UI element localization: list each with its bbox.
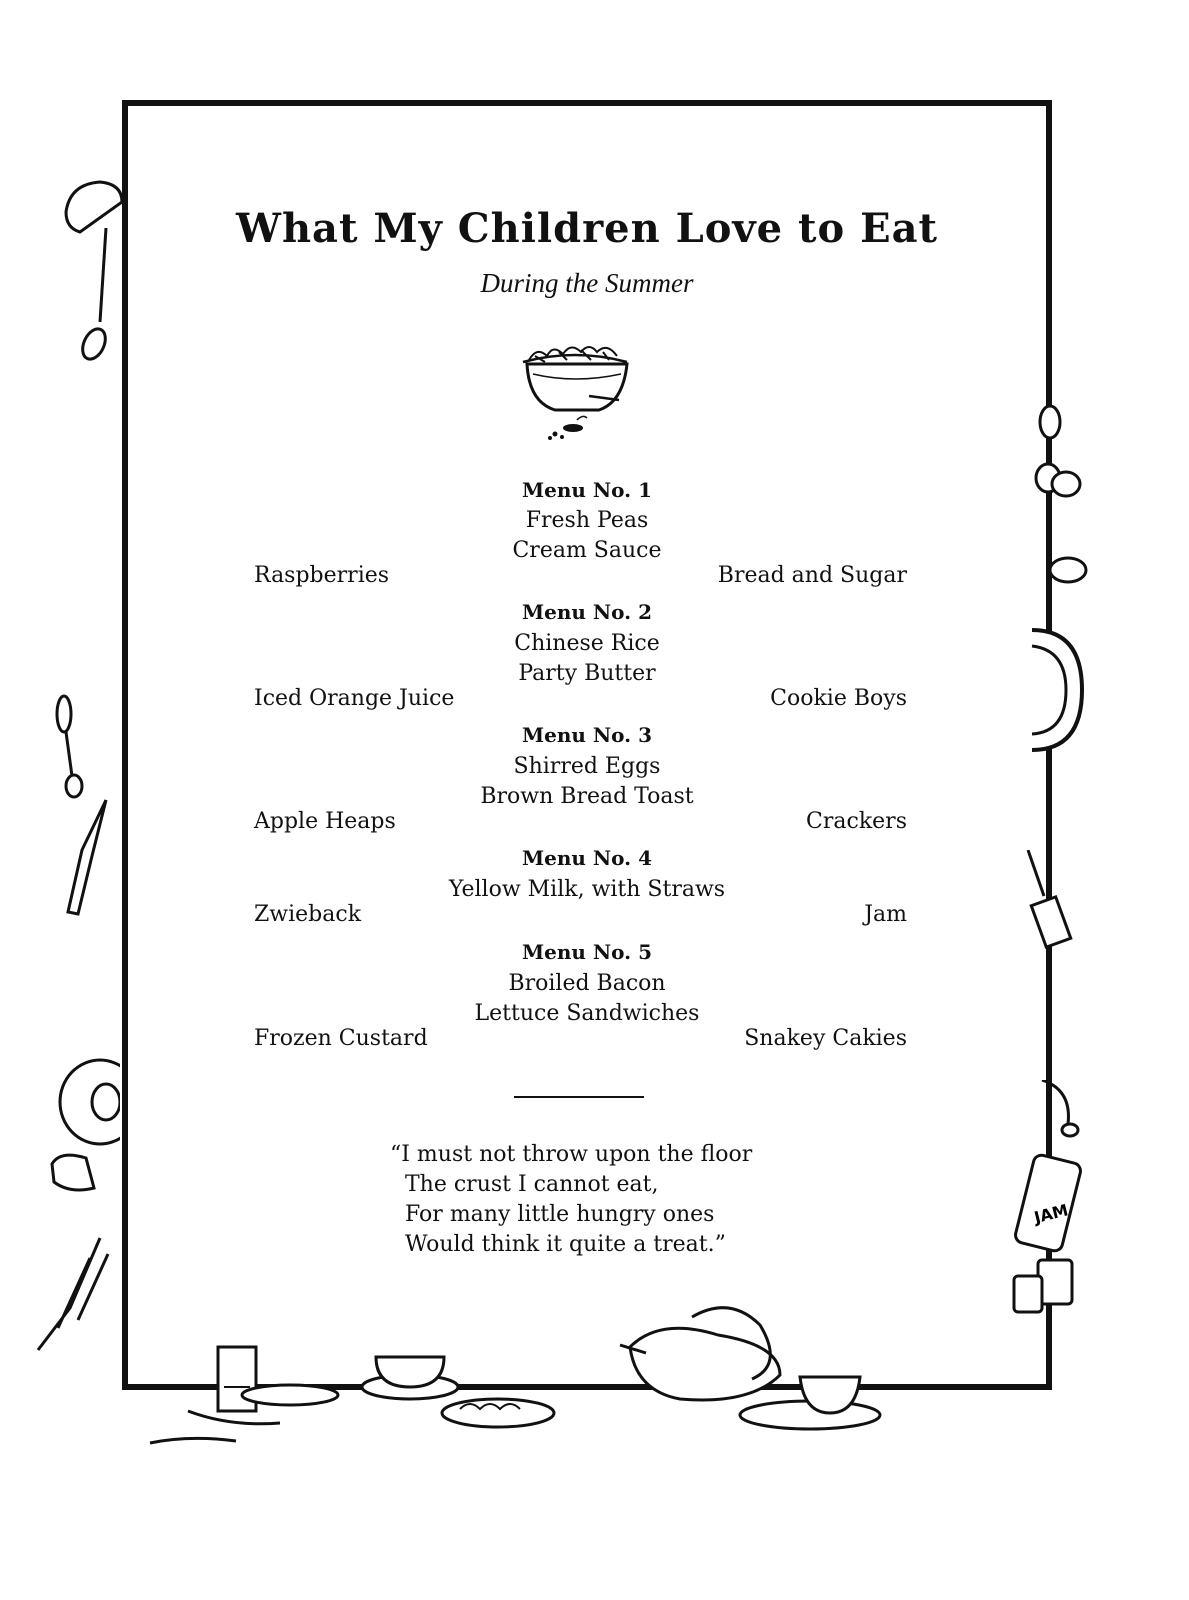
salad-bowl-icon bbox=[515, 340, 640, 450]
divider bbox=[514, 1096, 644, 1098]
menu-5-left-item: Frozen Custard bbox=[254, 1026, 428, 1051]
menu-2-left-item: Iced Orange Juice bbox=[254, 686, 455, 711]
poem-line: The crust I cannot eat, bbox=[405, 1172, 659, 1197]
rolled-napkin-icon bbox=[1020, 850, 1090, 950]
cookies-icon bbox=[1022, 400, 1092, 600]
menu-5-heading: Menu No. 5 bbox=[521, 940, 653, 964]
poem-line: For many little hungry ones bbox=[405, 1202, 715, 1227]
menu-1-heading: Menu No. 1 bbox=[521, 478, 653, 502]
saucer-and-fork-icon bbox=[30, 1058, 120, 1358]
menu-2-item: Party Butter bbox=[518, 661, 656, 686]
jam-jar-icon bbox=[1012, 1080, 1092, 1320]
menu-4-right-item: Jam bbox=[864, 902, 907, 927]
menu-3-left-item: Apple Heaps bbox=[254, 809, 396, 834]
menu-5-item: Lettuce Sandwiches bbox=[474, 1001, 700, 1026]
menu-1-item: Fresh Peas bbox=[525, 508, 649, 533]
menu-2-heading: Menu No. 2 bbox=[521, 600, 653, 624]
menu-1-item: Cream Sauce bbox=[512, 538, 662, 563]
menu-1-right-item: Bread and Sugar bbox=[717, 563, 907, 588]
menu-4-item: Yellow Milk, with Straws bbox=[448, 877, 726, 902]
menu-2-right-item: Cookie Boys bbox=[770, 686, 907, 711]
menu-4-left-item: Zwieback bbox=[254, 902, 362, 927]
menu-3-item: Brown Bread Toast bbox=[480, 784, 694, 809]
menu-3-right-item: Crackers bbox=[806, 809, 907, 834]
menu-5-item: Broiled Bacon bbox=[508, 971, 666, 996]
menu-5-right-item: Snakey Cakies bbox=[744, 1026, 907, 1051]
menu-2-item: Chinese Rice bbox=[514, 631, 660, 656]
plate-icon bbox=[1022, 620, 1092, 760]
spoon-and-knife-icon bbox=[52, 690, 112, 920]
jar-label: JAM bbox=[1032, 1200, 1071, 1228]
ladle-icon bbox=[60, 172, 130, 372]
menu-3-heading: Menu No. 3 bbox=[521, 723, 653, 747]
tableware-row-icon bbox=[140, 1295, 920, 1465]
page-title: What My Children Love to Eat bbox=[236, 205, 938, 252]
page-subtitle: During the Summer bbox=[480, 268, 694, 298]
menu-1-left-item: Raspberries bbox=[254, 563, 390, 588]
menu-4-heading: Menu No. 4 bbox=[521, 846, 653, 870]
poem-line: Would think it quite a treat.” bbox=[405, 1232, 726, 1257]
menu-3-item: Shirred Eggs bbox=[513, 754, 661, 779]
poem-line: “I must not throw upon the floor bbox=[390, 1142, 753, 1167]
poem bbox=[390, 1140, 810, 1260]
